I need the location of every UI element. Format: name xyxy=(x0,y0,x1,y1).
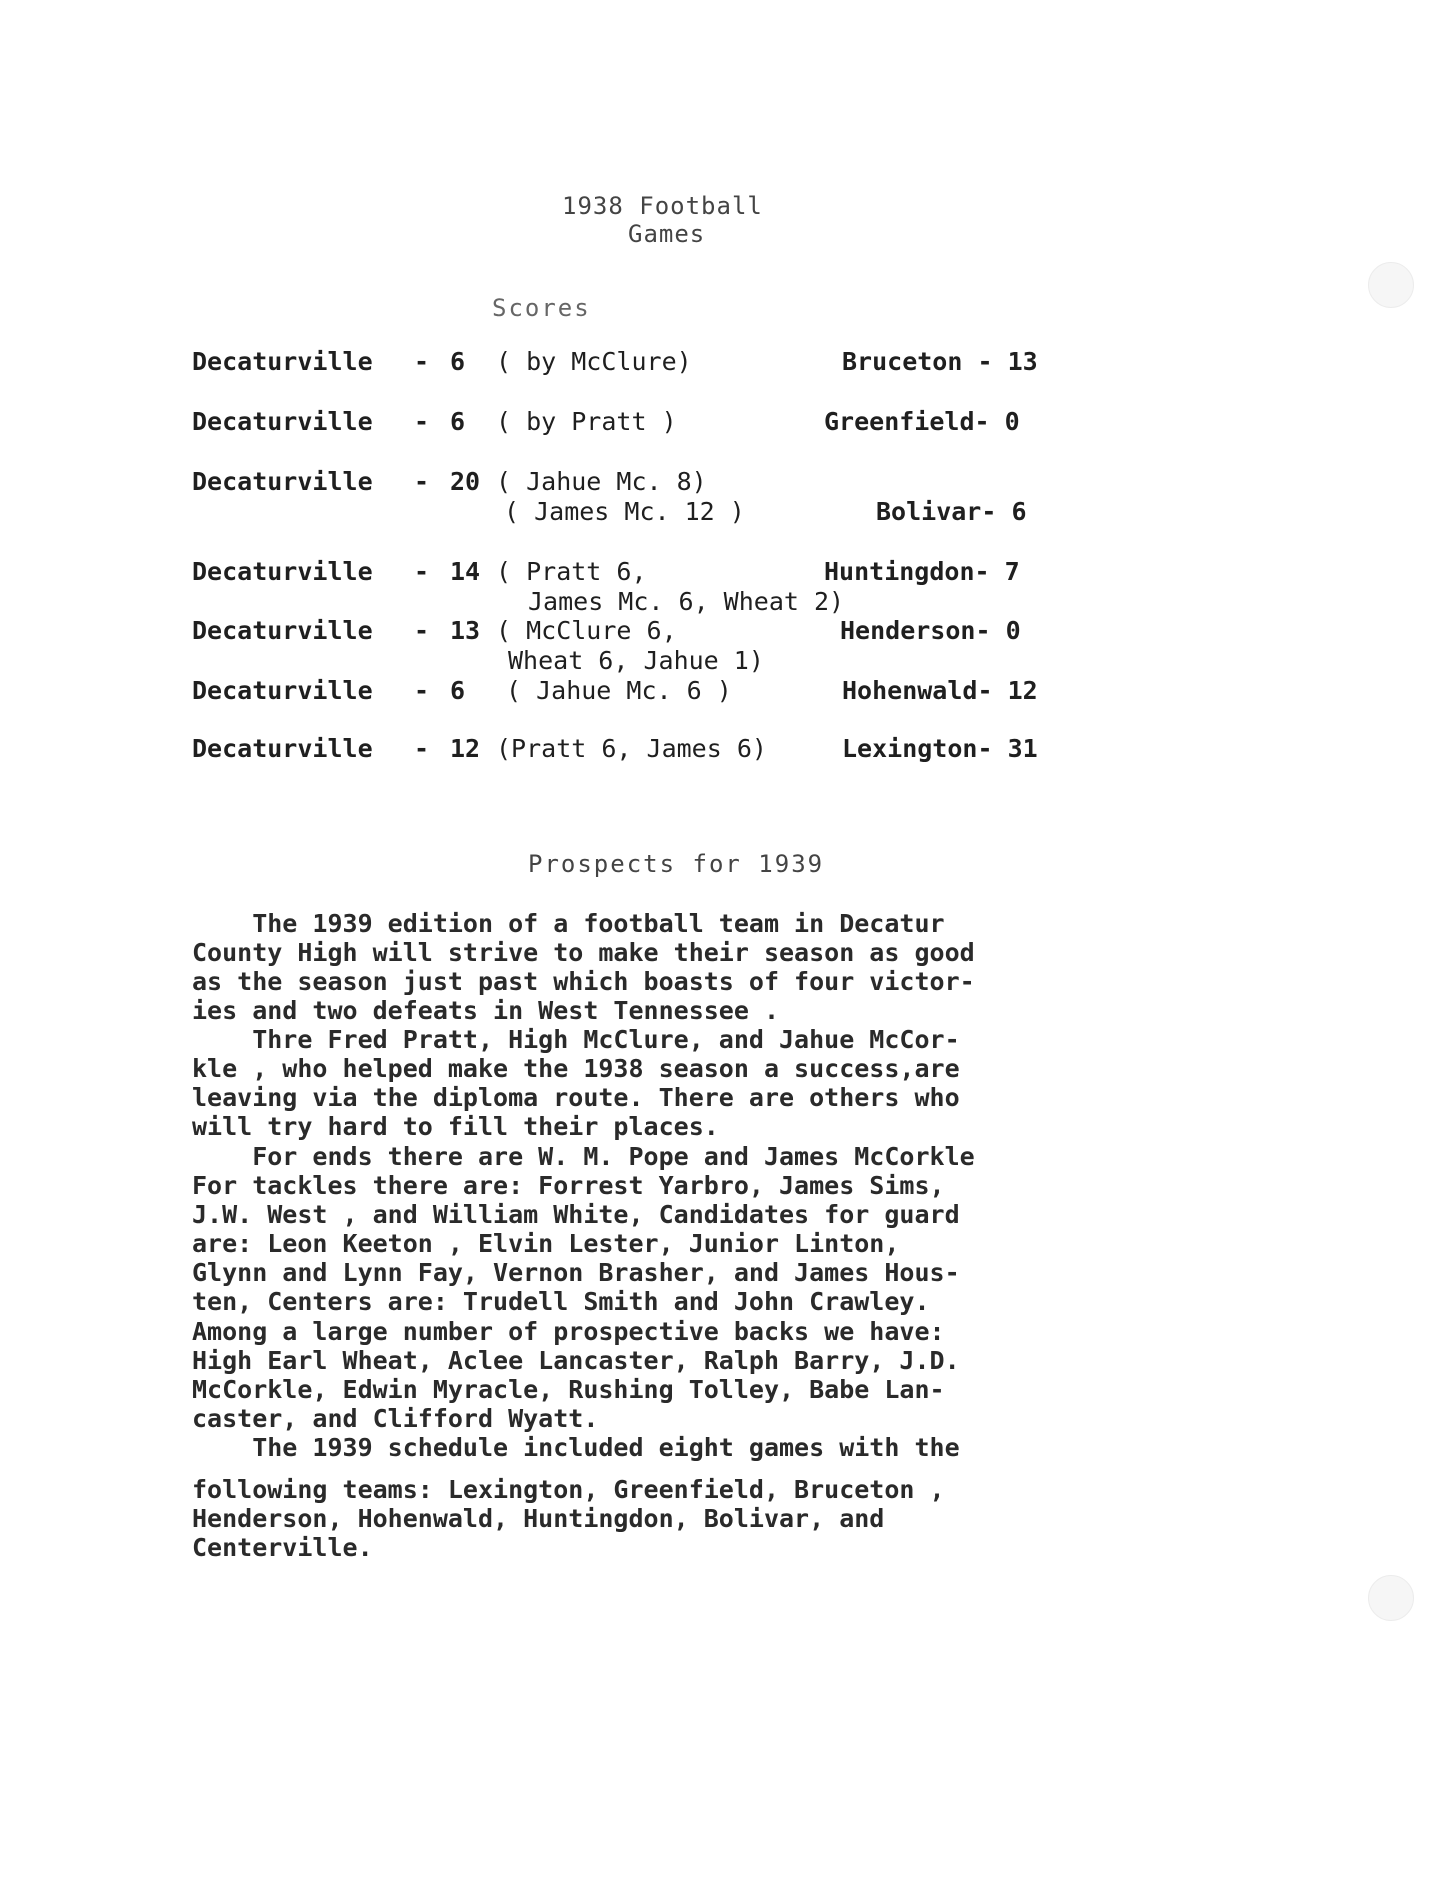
paragraph-line: Centerville. xyxy=(192,1533,373,1562)
opponent-score: Bruceton - 13 xyxy=(842,347,1038,376)
scorers: ( Jahue Mc. 8) xyxy=(496,467,707,496)
paragraph-line: will try hard to fill their places. xyxy=(192,1112,719,1141)
prospects-heading: Prospects for 1939 xyxy=(528,850,825,878)
paragraph-line: as the season just past which boasts of four victor- xyxy=(192,967,975,996)
paragraph-line: ten, Centers are: Trudell Smith and John Crawley. xyxy=(192,1287,930,1316)
scorers: ( Jahue Mc. 6 ) xyxy=(506,676,732,705)
home-score: 6 xyxy=(450,347,466,376)
paragraph-line: County High will strive to make their season as good xyxy=(192,938,975,967)
home-team: Decaturville xyxy=(192,734,373,763)
opponent-score: Hohenwald- 12 xyxy=(842,676,1038,705)
home-score: 6 xyxy=(450,407,466,436)
scorers-continued: James Mc. 6, Wheat 2) xyxy=(528,587,845,616)
scorers-continued: Wheat 6, Jahue 1) xyxy=(508,646,764,675)
paragraph-line: The 1939 schedule included eight games with the xyxy=(192,1433,960,1462)
paragraph-line: kle , who helped make the 1938 season a success,are xyxy=(192,1054,960,1083)
opponent-score: Huntingdon- 7 xyxy=(824,557,1020,586)
dash: - xyxy=(414,734,430,763)
dash: - xyxy=(414,676,430,705)
home-score: 6 xyxy=(450,676,466,705)
dash: - xyxy=(414,407,430,436)
paragraph-line: Henderson, Hohenwald, Huntingdon, Bolivar, and xyxy=(192,1504,885,1533)
home-team: Decaturville xyxy=(192,347,373,376)
scorers-continued: ( James Mc. 12 ) xyxy=(504,497,745,526)
document-subtitle: Games xyxy=(628,220,706,248)
paragraph-line: McCorkle, Edwin Myracle, Rushing Tolley, Babe Lan- xyxy=(192,1375,945,1404)
home-team: Decaturville xyxy=(192,616,373,645)
paragraph-line: The 1939 edition of a football team in Decatur xyxy=(192,909,945,938)
paragraph-line: High Earl Wheat, Aclee Lancaster, Ralph Barry, J.D. xyxy=(192,1346,960,1375)
opponent-score: Greenfield- 0 xyxy=(824,407,1020,436)
paragraph-line: For tackles there are: Forrest Yarbro, James Sims, xyxy=(192,1171,945,1200)
paragraph-line: leaving via the diploma route. There are others who xyxy=(192,1083,960,1112)
scorers: ( by McClure) xyxy=(496,347,692,376)
home-team: Decaturville xyxy=(192,676,373,705)
paragraph-line: ies and two defeats in West Tennessee . xyxy=(192,996,779,1025)
document-title: 1938 Football xyxy=(562,192,763,220)
home-score: 13 xyxy=(450,616,481,645)
scorers: (Pratt 6, James 6) xyxy=(496,734,767,763)
dash: - xyxy=(414,467,430,496)
paragraph-line: following teams: Lexington, Greenfield, Bruceton , xyxy=(192,1475,945,1504)
home-team: Decaturville xyxy=(192,407,373,436)
home-score: 14 xyxy=(450,557,481,586)
paragraph-line: Among a large number of prospective backs we have: xyxy=(192,1317,945,1346)
paragraph-line: For ends there are W. M. Pope and James McCorkle xyxy=(192,1142,975,1171)
home-team: Decaturville xyxy=(192,467,373,496)
scorers: ( McClure 6, xyxy=(496,616,677,645)
paragraph-line: Glynn and Lynn Fay, Vernon Brasher, and James Hous- xyxy=(192,1258,960,1287)
paragraph-line: J.W. West , and William White, Candidates for guard xyxy=(192,1200,960,1229)
scorers: ( by Pratt ) xyxy=(496,407,677,436)
dash: - xyxy=(414,616,430,645)
scores-heading: Scores xyxy=(492,294,591,322)
dash: - xyxy=(414,557,430,586)
paragraph-line: Thre Fred Pratt, High McClure, and Jahue McCor- xyxy=(192,1025,960,1054)
opponent-score: Henderson- 0 xyxy=(840,616,1021,645)
paragraph-line: caster, and Clifford Wyatt. xyxy=(192,1404,599,1433)
punch-hole-bottom xyxy=(1368,1575,1414,1621)
dash: - xyxy=(414,347,430,376)
opponent-score: Bolivar- 6 xyxy=(876,497,1027,526)
home-score: 12 xyxy=(450,734,481,763)
scorers: ( Pratt 6, xyxy=(496,557,647,586)
paragraph-line: are: Leon Keeton , Elvin Lester, Junior Linton, xyxy=(192,1229,900,1258)
home-team: Decaturville xyxy=(192,557,373,586)
opponent-score: Lexington- 31 xyxy=(842,734,1038,763)
punch-hole-top xyxy=(1368,262,1414,308)
home-score: 20 xyxy=(450,467,481,496)
